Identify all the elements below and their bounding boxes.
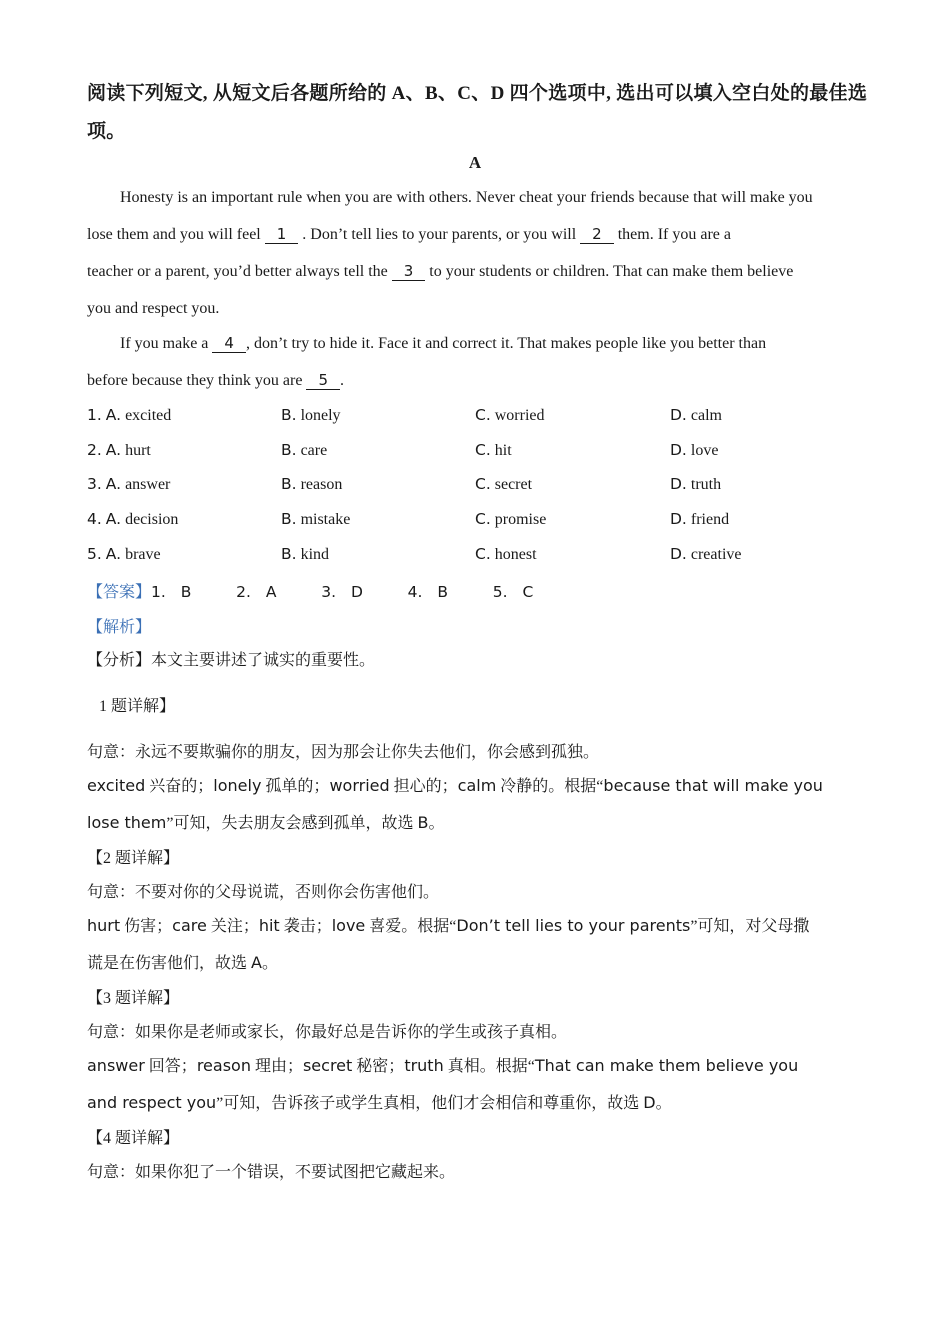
gloss: ”可知，失去朋友会感到孤单，故选 [166,815,418,832]
option-b [281,475,342,494]
option-text: creative [690,546,742,563]
analysis-label: 【解析】 [87,619,152,636]
detail-header: 【2 题详解】 [87,850,180,867]
option-text: friend [690,511,730,528]
option-letter: C. [475,441,491,459]
option-d [670,545,742,564]
option-text: mistake [300,511,351,528]
answer-line [87,579,533,602]
option-d [670,406,722,425]
gloss: 理由； [250,1058,303,1075]
gloss: 担心的； [389,778,458,795]
option-text: excited [125,407,172,424]
answer-letter: D [643,1093,656,1112]
option-letter: B. [281,475,297,493]
blank-1: 1 [265,225,299,244]
quote: and respect you [87,1093,217,1112]
detail-explanation-line [87,913,809,936]
blank-2: 2 [580,225,614,244]
option-letter: D. [670,406,687,424]
answer-letter: B [417,813,429,832]
option-text: love [690,442,719,459]
gloss: 喜爱。根据“ [365,918,457,935]
gloss: 。 [428,815,445,832]
option-c [475,545,537,564]
word: love [331,916,366,935]
detail-explanation-line [87,810,444,833]
detail-meaning: 句意：如果你犯了一个错误，不要试图把它藏起来。 [87,1164,456,1181]
option-b [281,441,327,460]
option-letter: C. [475,406,491,424]
summary-text: 本文主要讲述了诚实的重要性。 [151,652,376,669]
quote: lose them [87,813,167,832]
blank-3: 3 [392,262,426,281]
gloss: 冷静的。根据“ [496,778,604,795]
option-text: promise [494,511,547,528]
detail-meaning: 句意：不要对你的父母说谎，否则你会伤害他们。 [87,884,440,901]
detail-explanation-line [87,950,278,973]
question-number: 3. [87,475,102,493]
word: calm [457,776,497,795]
question-number: 1. [87,406,102,424]
option-a [87,441,151,460]
option-text: calm [690,407,722,424]
option-text: decision [125,511,179,528]
summary-line [87,647,375,670]
gloss: ”可知，对父母撒 [690,918,810,935]
answer-key: 1. B 2. A 3. D 4. B 5. C [151,583,534,601]
passage-line: you and respect you. [87,300,220,317]
option-b [281,406,341,425]
gloss: 兴奋的； [145,778,214,795]
detail-header: 【3 题详解】 [87,990,180,1007]
passage-text: . Don’t tell lies to your parents, or you will [298,226,581,243]
detail-header: 【4 题详解】 [87,1130,180,1147]
option-letter: A. [105,406,122,424]
word: excited [87,776,146,795]
option-letter: B. [281,545,297,563]
option-b [281,545,329,564]
option-letter: D. [670,475,687,493]
passage-text: to your students or children. That can make them believe [425,263,794,280]
gloss: 。 [655,1095,672,1112]
blank-5: 5 [306,371,340,390]
option-letter: C. [475,510,491,528]
option-a [87,510,178,529]
option-d [670,510,729,529]
option-letter: A. [105,441,122,459]
option-letter: C. [475,545,491,563]
word: care [172,916,207,935]
passage-text: them. If you are a [613,226,731,243]
option-letter: D. [670,441,687,459]
passage-line: Honesty is an important rule when you are with others. Never cheat your friends because that will make you [120,189,813,206]
gloss: 关注； [206,918,259,935]
summary-label: 【分析】 [87,652,152,669]
word: hurt [87,916,121,935]
option-d [670,475,721,494]
passage-text: , don’t try to hide it. Face it and correct it. That makes people like you better than [245,335,767,352]
passage-line [120,334,766,354]
option-letter: C. [475,475,491,493]
instruction-line-1: 阅读下列短文, 从短文后各题所给的 A、B、C、D 四个选项中, 选出可以填入空白处的最佳选 [87,83,868,104]
word: worried [329,776,390,795]
word: lonely [213,776,262,795]
detail-meaning: 句意：如果你是老师或家长，你最好总是告诉你的学生或孩子真相。 [87,1024,568,1041]
gloss: 伤害； [120,918,173,935]
passage-text: before because they think you are [87,372,307,389]
quote: because that will make you [603,776,823,795]
detail-explanation-line [87,1090,672,1113]
option-a [87,545,161,564]
option-text: secret [494,476,533,493]
option-text: hit [494,442,512,459]
answer-label: 【答案】 [87,584,152,601]
detail-explanation-line [87,773,823,796]
gloss: 孤单的； [261,778,330,795]
word: hit [258,916,280,935]
option-text: brave [125,546,161,563]
option-c [475,510,546,529]
option-letter: A. [105,475,122,493]
gloss: 秘密； [352,1058,405,1075]
gloss: 谎是在伤害他们，故选 [87,955,252,972]
word: secret [302,1056,353,1075]
option-text: honest [494,546,537,563]
quote: That can make them believe you [534,1056,799,1075]
question-number: 5. [87,545,102,563]
instruction-line-2: 项。 [87,121,126,142]
option-letter: A. [105,545,122,563]
quote: Don’t tell lies to your parents [456,916,691,935]
question-number: 2. [87,441,102,459]
option-c [475,441,512,460]
option-letter: D. [670,545,687,563]
option-text: care [300,442,328,459]
option-letter: B. [281,510,297,528]
passage-line [87,262,793,282]
option-a [87,475,170,494]
passage-text: . [340,372,345,389]
option-b [281,510,350,529]
question-number: 4. [87,510,102,528]
detail-meaning: 句意：永远不要欺骗你的朋友，因为那会让你失去他们，你会感到孤独。 [87,744,600,761]
word: reason [196,1056,251,1075]
passage-text: If you make a [120,335,213,352]
option-letter: D. [670,510,687,528]
option-letter: B. [281,406,297,424]
answer-letter: A [251,953,262,972]
passage-text: teacher or a parent, you’d better always tell the [87,263,392,280]
passage-text: lose them and you will feel [87,226,265,243]
word: answer [87,1056,145,1075]
option-text: answer [125,476,171,493]
option-c [475,475,532,494]
blank-4: 4 [212,334,246,353]
option-c [475,406,545,425]
option-text: lonely [300,407,341,424]
option-letter: B. [281,441,297,459]
option-text: reason [300,476,343,493]
gloss: 回答； [144,1058,197,1075]
passage-line [87,225,731,245]
gloss: ”可知，告诉孩子或学生真相，他们才会相信和尊重你，故选 [216,1095,644,1112]
gloss: 。 [261,955,278,972]
option-text: worried [494,407,545,424]
option-letter: A. [105,510,122,528]
gloss: 真相。根据“ [443,1058,535,1075]
option-text: truth [690,476,722,493]
detail-header: 1 题详解】 [95,698,176,715]
passage-line [87,371,344,391]
option-d [670,441,718,460]
option-text: hurt [125,442,151,459]
detail-explanation-line [87,1053,798,1076]
section-title: A [468,153,482,172]
gloss: 袭击； [279,918,332,935]
option-text: kind [300,546,330,563]
option-a [87,406,171,425]
word: truth [404,1056,444,1075]
